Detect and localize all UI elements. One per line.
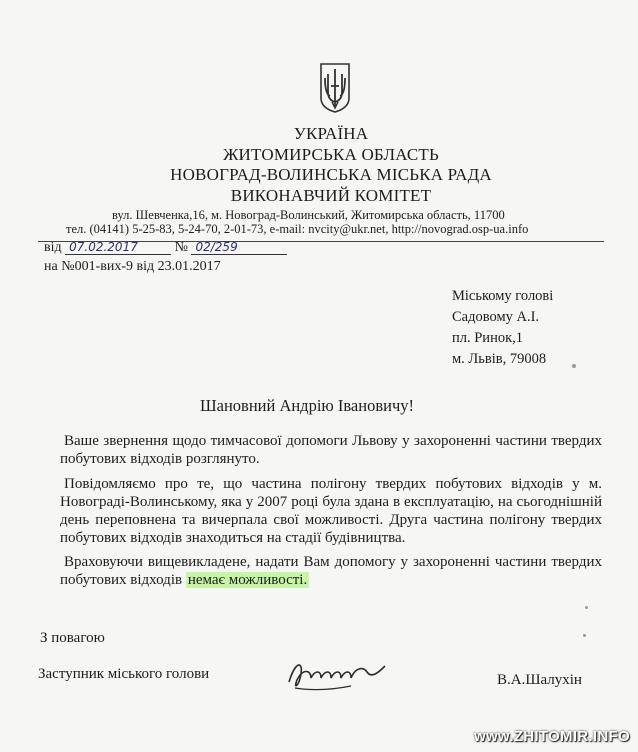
paragraph-3-text: Враховуючи вищевикладене, надати Вам допомогу у захороненні частини твердих побутових відходів <box>60 554 602 588</box>
watermark: www.ZHITOMIR.INFO <box>474 728 630 745</box>
trident-emblem-icon <box>318 62 352 114</box>
salutation: Шановний Андрію Івановичу! <box>199 396 415 415</box>
scan-speck <box>585 606 588 609</box>
region-title: ЖИТОМИРСЬКА ОБЛАСТЬ <box>223 145 439 164</box>
reference-line: на №001-вих-9 від 23.01.2017 <box>44 259 221 274</box>
council-title: НОВОГРАД-ВОЛИНСЬКА МІСЬКА РАДА <box>170 165 492 184</box>
recipient-title: Міському голові <box>452 288 554 304</box>
handwritten-signature <box>281 652 401 698</box>
signatory-name: В.А.Шалухін <box>497 672 582 688</box>
committee-title: ВИКОНАВЧИЙ КОМІТЕТ <box>230 186 432 205</box>
paragraph-2: Повідомляємо про те, що частина полігону твердих побутових відходів у м. Новограді-Волинському, яка у 2007 році була здана в експлуатацію, на сьогоднішній день переповнена та вичерпала свої можливості. Друга частина полігону твердих побутових відходів знаходиться на стадії будівництва. <box>60 476 602 546</box>
paragraph-1: Ваше звернення щодо тимчасової допомоги Львову у захороненні частини твердих побутових відходів розглянуто. <box>60 433 602 467</box>
recipient-street: пл. Ринок,1 <box>452 330 523 346</box>
scan-speck <box>572 364 576 368</box>
paragraph-3 <box>60 553 602 589</box>
outgoing-date: 07.02.2017 <box>65 240 171 255</box>
from-label: від <box>44 240 62 255</box>
letterhead-address: вул. Шевченка,16, м. Новоград-Волинський, Житомирська область, 11700 <box>112 208 505 222</box>
recipient-city: м. Львів, 79008 <box>452 351 547 367</box>
closing-phrase: З повагою <box>40 630 105 646</box>
recipient-name: Садовому А.І. <box>452 309 540 325</box>
number-label: № <box>174 240 188 255</box>
signatory-position: Заступник міського голови <box>38 666 210 682</box>
registration-line <box>44 240 287 256</box>
scan-speck <box>583 634 586 637</box>
country-title: УКРАЇНА <box>293 124 369 143</box>
highlighted-phrase: немає можливості. <box>187 572 308 588</box>
letterhead-contacts: тел. (04141) 5-25-83, 5-24-70, 2-01-73, e-mail: nvcity@ukr.net, http://novograd.osp-ua.info <box>66 222 529 236</box>
outgoing-number: 02/259 <box>191 240 287 255</box>
